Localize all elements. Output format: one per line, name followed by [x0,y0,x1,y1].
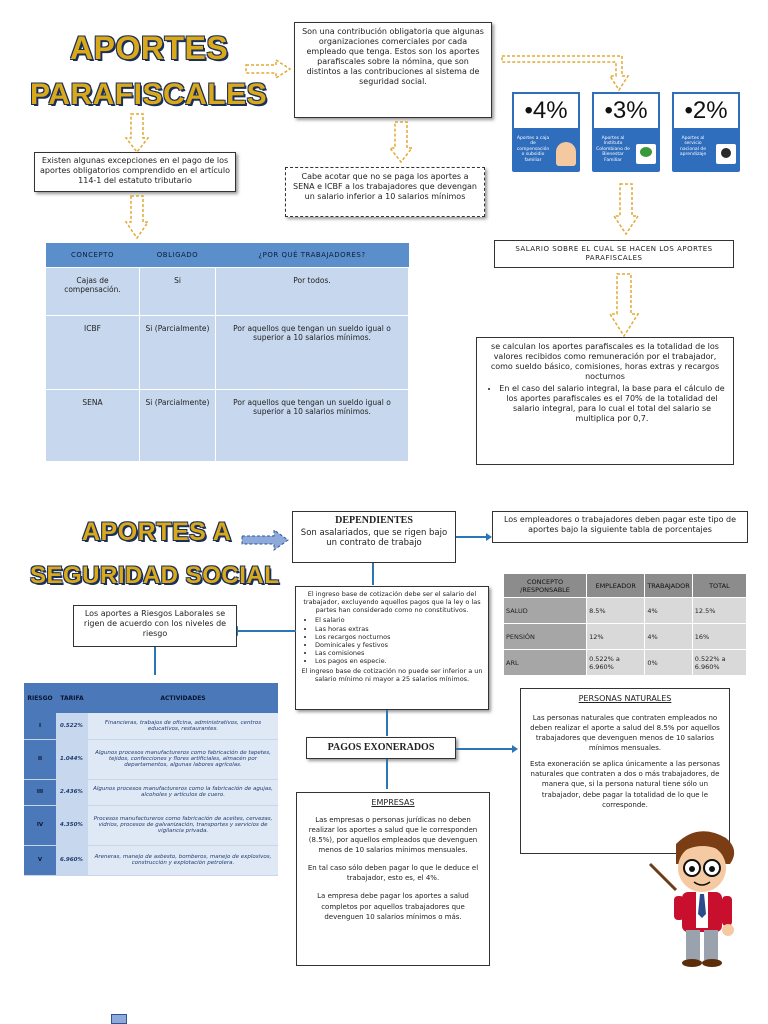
card-description: Aportes a caja de compensación o subsidio familiar [516,136,550,163]
list-item: • Dominicales y festivos [315,641,483,649]
page-marker-icon [111,1014,127,1024]
connector-line [386,759,388,789]
card-icbf [592,92,660,172]
empresas-box [296,792,490,966]
table-cell: II [24,739,56,779]
table-cell: Procesos manufactureros como fabricación de aceites, cervezas, vidrios, procesos de galvanización, transportes y servicios de vigilancia privada. [88,805,278,845]
porcentajes-table [503,573,747,676]
table-cell: Por aquellos que tengan un sueldo igual o superior a 10 salarios mínimos. [216,316,409,390]
dashed-elbow-arrow [500,52,640,94]
empresas-paragraph: Las empresas o personas jurídicas no deben realizar los aportes a salud que le corresponden (8.5%), por aquellos empleados que devenguen menos de 10 salarios mínimos mensuales. [308,815,478,855]
table-header: CONCEPTO [46,243,140,268]
family-icon [556,142,576,166]
empresas-title: EMPRESAS [371,798,415,807]
table-cell: Financieras, trabajos de oficina, administrativos, centros educativos, restaurantes. [88,713,278,739]
list-item: • Las horas extras [315,625,483,633]
riesgos-box: Los aportes a Riesgos Laborales se rigen de acuerdo con los niveles de riesgo [73,605,237,647]
employers-box: Los empleadores o trabajadores deben pagar este tipo de aportes bajo la siguiente tabla de porcentajes [492,511,748,543]
table-header: TARIFA [56,683,88,713]
ibc-list [315,616,483,665]
teacher-illustration-icon [646,820,750,970]
table-cell: 0.522% a 6.960% [587,650,645,676]
dashed-arrow-down [124,194,150,240]
dashed-arrow-right [240,528,292,552]
table-header: OBLIGADO [140,243,216,268]
table-cell: Por aquellos que tengan un sueldo igual o superior a 10 salarios mínimos. [216,390,409,462]
card-percentage: •4% [512,92,580,130]
table-header: ¿POR QUÉ TRABAJADORES? [216,243,409,268]
ibc-intro: El ingreso base de cotización debe ser el salario del trabajador, excluyendo aquellos pagos que la ley o las partes han considerado como no constitutivos. [303,590,481,615]
table-cell: 16% [692,624,746,650]
table-cell: Si (Parcialmente) [140,390,216,462]
connector-line [154,647,156,675]
calc-box [476,337,734,465]
connector-line [386,710,388,736]
table-cell: 2.436% [56,779,88,805]
table-cell: ICBF [46,316,140,390]
list-item: • Los recargos nocturnos [315,633,483,641]
card-description: Aportes al servicio nacional de aprendizaje [679,136,707,158]
card-caja-compensacion [512,92,580,172]
table-cell: 8.5% [587,598,645,624]
riesgos-table [24,683,278,876]
table-cell: IV [24,805,56,845]
table-cell: 4% [645,624,692,650]
table-header: EMPLEADOR [587,574,645,598]
table-cell: 0% [645,650,692,676]
dependientes-title: DEPENDIENTES [335,515,413,526]
table-header: RIESGO [24,683,56,713]
table-header: CONCEPTO /RESPONSABLE [504,574,587,598]
table-header: TRABAJADOR [645,574,692,598]
table-cell: 12.5% [692,598,746,624]
title-seguridad-social: SEGURIDAD SOCIAL [30,562,280,589]
card-description: Aportes al Instituto Colombiano de Bienestar Familiar [596,136,630,163]
card-sena [672,92,740,172]
list-item: • El salario [315,616,483,624]
calc-bullet: • En el caso del salario integral, la base para el cálculo de los aportes parafiscales es el 70% de la totalidad del salario integral, para lo cual el total del salario se multiplica por 0,7. [499,384,725,424]
dashed-arrow-down [124,112,150,154]
dashed-arrow-down [612,182,640,236]
connector-line [238,630,296,632]
table-cell: 0.522% [56,713,88,739]
list-item: • Los pagos en especie. [315,657,483,665]
card-percentage: •3% [592,92,660,130]
table-cell: 0.522% a 6.960% [692,650,746,676]
dashed-arrow-down [608,272,640,338]
naturales-title: PERSONAS NATURALES [578,694,672,703]
title-aportes-a: APORTES A [82,518,232,546]
ibc-outro: El ingreso base de cotización no puede ser inferior a un salario mínimo ni mayor a 25 salarios mínimos. [301,667,483,684]
title-parafiscales: PARAFISCALES [30,78,268,111]
calc-text: se calculan los aportes parafiscales es la totalidad de los valores recibidos como remuneración por el trabajador, como sueldo básico, comisiones, horas extras y recargos nocturnos [490,342,720,381]
table-cell: 4.350% [56,805,88,845]
table-cell: Si (Parcialmente) [140,316,216,390]
icbf-logo-icon [636,144,656,164]
table-cell: V [24,845,56,875]
naturales-paragraph: Esta exoneración se aplica únicamente a las personas naturales que contraten a dos o más trabajadores, de manera que, si la persona natural tiene sólo un trabajador, debe pagar la totalidad de lo que le corresponde. [530,760,720,809]
table-cell: Areneras, manejo de asbesto, bomberos, manejo de explosivos, construcción y explotación petrolera. [88,845,278,875]
table-cell: 4% [645,598,692,624]
table-cell: 12% [587,624,645,650]
table-cell: III [24,779,56,805]
connector-line [372,563,374,585]
table-header: ACTIVIDADES [88,683,278,713]
ibc-box [295,586,489,710]
dashed-arrow-down [388,120,414,164]
list-item: • Las comisiones [315,649,483,657]
table-cell: Algunos procesos manufactureros como fabricación de tapetes, tejidos, confecciones y flores artificiales, almacén por departamentos, algunas labores agrícolas. [88,739,278,779]
title-aportes: APORTES [70,30,229,66]
empresas-paragraph: La empresa debe pagar los aportes a salud completos por aquellos trabajadores que devenguen 10 salarios mínimos o más. [317,892,469,921]
table-cell: Por todos. [216,268,409,316]
card-percentage: •2% [672,92,740,130]
table-cell: SALUD [504,598,587,624]
pagos-exonerados-box: PAGOS EXONERADOS [306,737,456,759]
dashed-arrow-right [244,58,294,80]
definition-box: Son una contribución obligatoria que algunas organizaciones comerciales por cada empleado que tenga. Estos son los aportes parafiscales sobre la nómina, que son distintos a las contribuciones al sistema de seguridad social. [294,22,492,118]
table-cell: Algunos procesos manufactureros como la fabricación de agujas, alcoholes y artículos de cuero. [88,779,278,805]
salary-title-box: SALARIO SOBRE EL CUAL SE HACEN LOS APORTES PARAFISCALES [494,240,734,268]
table-cell: SENA [46,390,140,462]
arrow-right [456,536,490,538]
exceptions-box: Existen algunas excepciones en el pago de los aportes obligatorios comprendido en el artículo 114-1 del estatuto tributario [34,152,236,192]
arrow-right [456,748,516,750]
table-cell: Cajas de compensación. [46,268,140,316]
table-cell: I [24,713,56,739]
table-cell: ARL [504,650,587,676]
naturales-paragraph: Las personas naturales que contraten empleados no deben realizar el aporte a salud del 8.5% por aquellos trabajadores que devenguen menos de 10 salarios mínimos mensuales. [530,713,720,753]
sena-logo-icon [716,144,736,164]
dependientes-text: Son asalariados, que se rigen bajo un contrato de trabajo [300,527,448,549]
table-cell: Si [140,268,216,316]
parafiscales-table [45,243,409,462]
table-cell: PENSIÓN [504,624,587,650]
note-box: Cabe acotar que no se paga los aportes a SENA e ICBF a los trabajadores que devengan un salario inferior a 10 salarios mínimos [285,167,485,217]
empresas-paragraph: En tal caso sólo deben pagar lo que le deduce el trabajador, esto es, el 4%. [307,864,479,883]
table-cell: 1.044% [56,739,88,779]
table-cell: 6.960% [56,845,88,875]
dependientes-box [292,511,456,563]
table-header: TOTAL [692,574,746,598]
